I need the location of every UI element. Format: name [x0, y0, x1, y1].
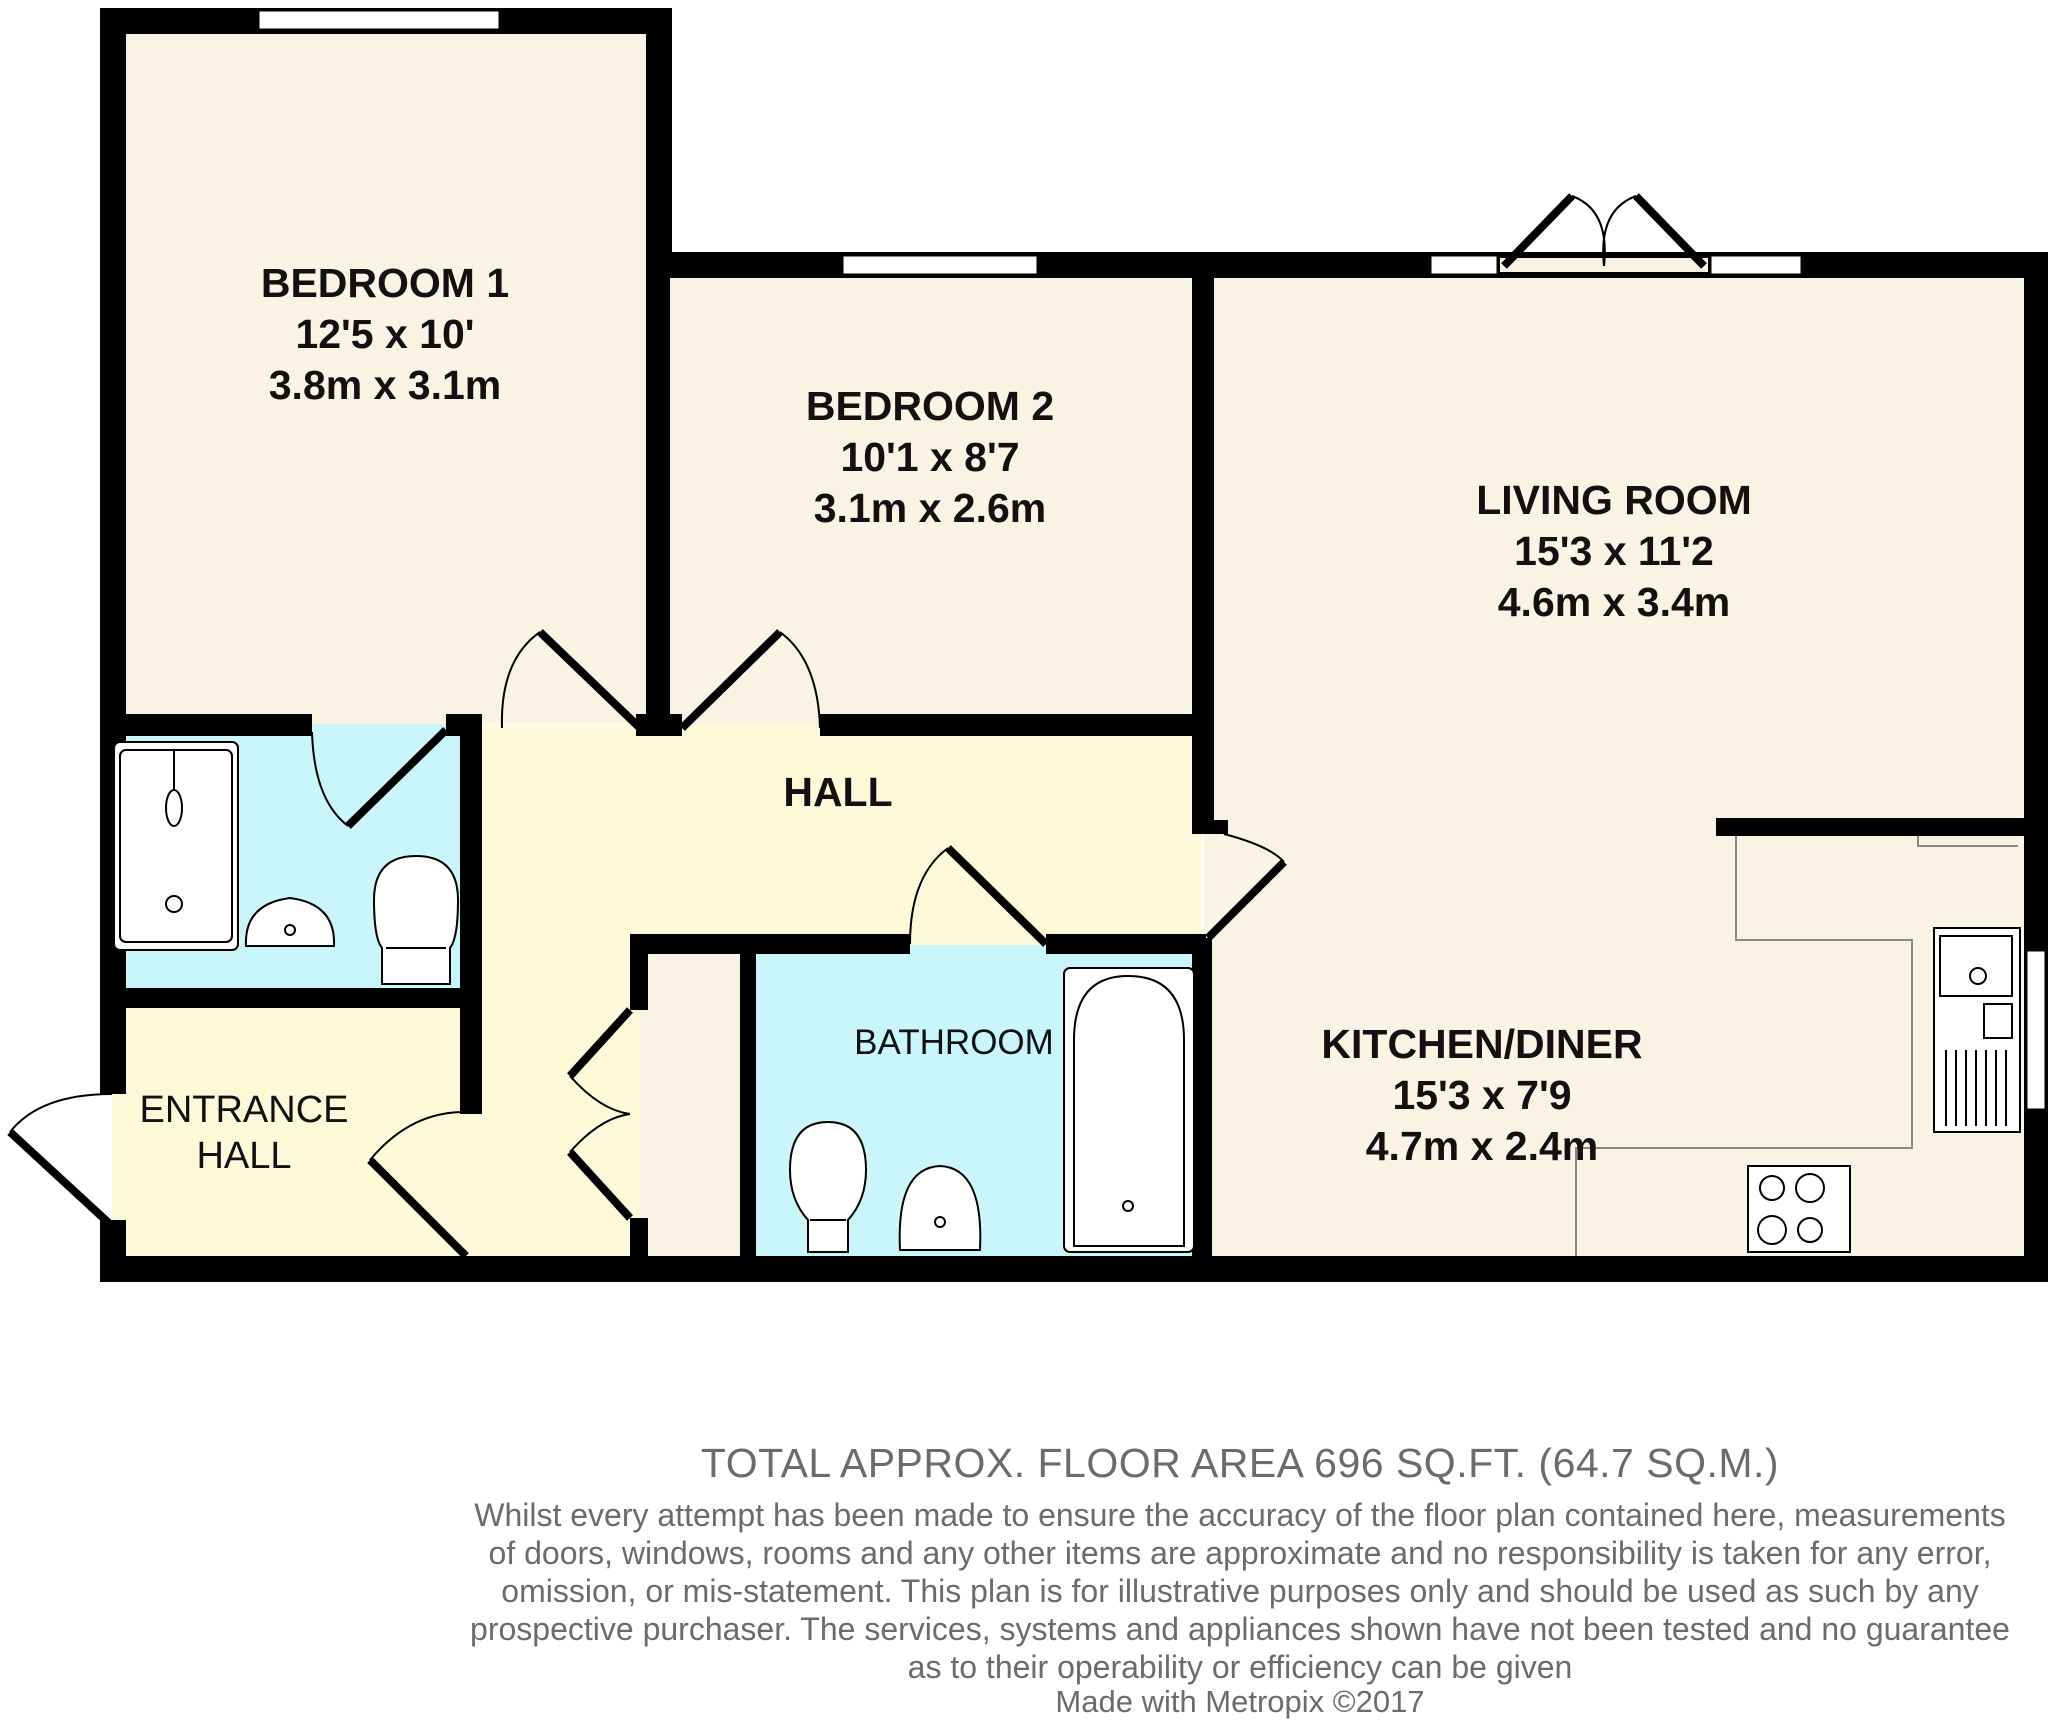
disclaimer: [430, 1496, 2048, 1686]
disclaimer-line: omission, or mis-statement. This plan is for illustrative purposes only and should be used as such by any: [501, 1573, 1979, 1609]
wall-living-kitchen: [1716, 818, 2048, 836]
hall-name: HALL: [783, 769, 893, 815]
bedroom2-name: BEDROOM 2: [805, 383, 1055, 429]
drainer: [1946, 1050, 2006, 1126]
window-bed1: [258, 10, 500, 30]
window-living-l: [1430, 255, 1498, 275]
living-imperial: 15'3 x 11'2: [1514, 528, 1714, 574]
wall-bath-top-l: [630, 934, 910, 954]
wall-ensuite-bottom: [100, 988, 472, 1008]
wall-bath-top-r: [1046, 934, 1206, 954]
bedroom2-metric: 3.1m x 2.6m: [813, 485, 1047, 531]
window-kitchen: [2026, 950, 2046, 1110]
disclaimer-line: of doors, windows, rooms and any other items are approximate and no responsibility is taken for any error,: [488, 1535, 1992, 1571]
bathroom-basin-tap: [935, 1217, 945, 1227]
entrance-fill: [112, 1005, 470, 1260]
wall-bed1-bottom-l: [100, 714, 312, 736]
shower-drain: [166, 896, 182, 912]
kitchen-name: KITCHEN/DINER: [1321, 1021, 1643, 1067]
credit: Made with Metropix ©2017: [1055, 1684, 1425, 1719]
entrance-door-leaf: [10, 1132, 112, 1226]
total-floor-area: TOTAL APPROX. FLOOR AREA 696 SQ.FT. (64.7 SQ.M.): [700, 1440, 1780, 1486]
shower-tray: [114, 742, 238, 950]
kitchen-metric: 4.7m x 2.4m: [1365, 1123, 1599, 1169]
ensuite-basin-tap: [285, 925, 295, 935]
cupboard-fill: [640, 945, 740, 1260]
bedroom2-imperial: 10'1 x 8'7: [840, 434, 1020, 480]
bathtub-tap: [1123, 1201, 1133, 1211]
wall-hall-corner: [636, 714, 682, 736]
disclaimer-line: as to their operability or efficiency can be given: [907, 1649, 1573, 1685]
wall-bed2-bottom: [820, 714, 1212, 736]
hall-fill: [470, 725, 1202, 945]
wall-bed1-right: [646, 8, 672, 278]
entrance-door-arc: [10, 1094, 112, 1132]
bedroom1-metric: 3.8m x 3.1m: [268, 362, 502, 408]
ensuite-toilet: [374, 856, 458, 984]
wall-corridor-right-low: [630, 1218, 648, 1278]
wall-ensuite-right: [460, 714, 482, 1114]
bathroom-name: BATHROOM: [854, 1023, 1054, 1062]
living-metric: 4.6m x 3.4m: [1497, 579, 1731, 625]
wall-kitchen-left-stub: [1192, 820, 1228, 834]
bedroom1-name: BEDROOM 1: [260, 260, 510, 306]
disclaimer-line: Whilst every attempt has been made to ensure the accuracy of the floor plan contained here, measurements: [474, 1497, 2006, 1533]
wall-bath-left: [740, 950, 756, 1270]
hall-corridor-fill: [470, 930, 640, 1260]
window-bed2: [842, 255, 1038, 275]
wall-bed2-right: [1192, 270, 1214, 830]
wall-bed1-bed2: [646, 270, 670, 730]
wall-bottom: [100, 1256, 2048, 1282]
kitchen-imperial: 15'3 x 7'9: [1392, 1072, 1572, 1118]
shower-head: [166, 790, 182, 826]
living-name: LIVING ROOM: [1476, 477, 1752, 523]
wall-corridor-right: [630, 934, 648, 1010]
entrance-line1: ENTRANCE: [139, 1089, 349, 1131]
entrance-line2: HALL: [196, 1135, 292, 1177]
wall-right: [2024, 252, 2048, 1282]
bedroom1-imperial: 12'5 x 10': [295, 311, 475, 357]
disclaimer-line: prospective purchaser. The services, systems and appliances shown have not been tested and no guarantee: [470, 1611, 2010, 1647]
window-living-r: [1710, 255, 1802, 275]
